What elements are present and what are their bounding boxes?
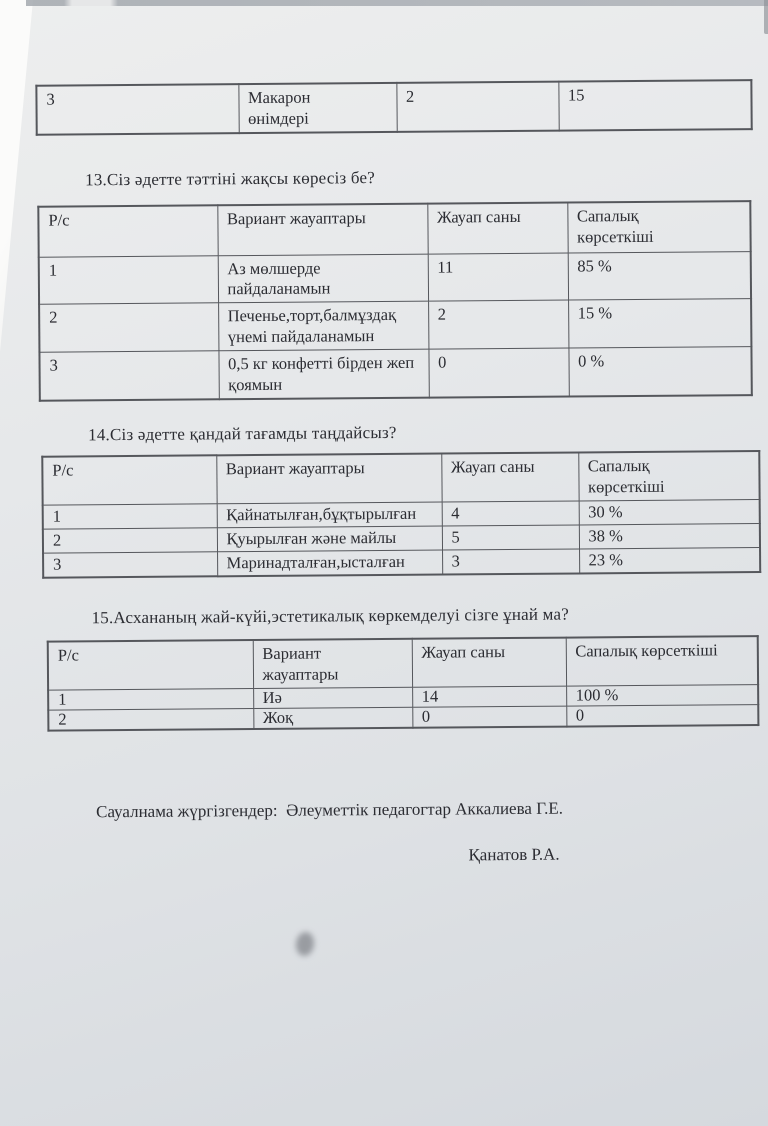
table-row bbox=[39, 347, 751, 401]
table-cell: Қайнатылған,бұқтырылған bbox=[217, 502, 442, 528]
column-header: Вариант жауаптары bbox=[253, 639, 412, 689]
table-cell: 0 % bbox=[568, 347, 751, 397]
column-header: Р/с bbox=[48, 640, 253, 690]
column-header: Жауап саны bbox=[427, 203, 567, 254]
table-cell: 2 bbox=[48, 708, 253, 730]
table-cell: 2 bbox=[39, 303, 218, 352]
table-cell: 11 bbox=[428, 253, 568, 302]
table-cell: 2 bbox=[428, 300, 568, 349]
table-row bbox=[36, 80, 751, 135]
table-cell: 1 bbox=[48, 688, 253, 710]
column-header: Р/с bbox=[42, 455, 216, 505]
surveyors-line: Сауалнама жүргізгендер: Әлеуметтік педагогтар Аккалиева Г.Е. bbox=[95, 798, 564, 822]
table-row bbox=[48, 704, 758, 730]
column-header: Вариант жауаптары bbox=[216, 454, 441, 504]
table-cell: 23 % bbox=[579, 547, 760, 573]
table-cell: Жоқ bbox=[253, 707, 412, 728]
table-cell: 15 % bbox=[568, 299, 751, 348]
table-cell: Макарон өнімдері bbox=[238, 83, 396, 133]
table-cell: 85 % bbox=[568, 251, 751, 300]
table-cell: 15 bbox=[558, 80, 751, 130]
table-row bbox=[39, 251, 751, 304]
table-cell: 1 bbox=[43, 504, 217, 529]
table-cell: 2 bbox=[43, 528, 217, 553]
table-cell: 14 bbox=[412, 686, 566, 707]
question-15-title: 15.Асхананың жай-күйі,эстетикалық көркемделуі сізге ұнай ма? bbox=[91, 604, 570, 628]
question-13-table bbox=[37, 200, 753, 402]
table-cell: 0 bbox=[412, 706, 566, 727]
table-cell: 38 % bbox=[579, 523, 760, 548]
table-cell: 3 bbox=[442, 549, 579, 575]
table-cell: 5 bbox=[442, 525, 579, 550]
table-cell: 3 bbox=[36, 84, 238, 134]
column-header: Сапалық көрсеткіші bbox=[566, 636, 758, 686]
column-header: Жауап саны bbox=[441, 452, 578, 501]
table-cell: Қуырылған және майлы bbox=[217, 526, 442, 552]
table-cell: 0 bbox=[566, 704, 758, 726]
question-14-title: 14.Сіз әдетте қандай тағамды таңдайсыз? bbox=[88, 422, 397, 445]
table-cell: Иә bbox=[253, 687, 412, 708]
table-cell: 100 % bbox=[566, 684, 758, 706]
question-14-table-wrap bbox=[41, 450, 759, 578]
surveyor-second-name: Қанатов Р.А. bbox=[468, 844, 560, 865]
table-row bbox=[39, 299, 751, 352]
table-cell: 2 bbox=[396, 82, 558, 132]
table-cell: 30 % bbox=[579, 499, 760, 524]
question-13-title: 13.Сіз әдетте тәттіні жақсы көресіз бе? bbox=[85, 168, 376, 190]
question-15-table-wrap bbox=[47, 635, 758, 731]
partial-results-table bbox=[35, 79, 752, 136]
question-15-table bbox=[47, 635, 760, 731]
table-cell: 3 bbox=[43, 552, 217, 578]
question-14-table bbox=[41, 450, 761, 579]
question-13-table-wrap bbox=[37, 200, 751, 402]
table-cell: 1 bbox=[39, 255, 218, 304]
table-cell: 3 bbox=[39, 351, 218, 401]
table-cell: 0,5 кг конфетті бірден жеп қоямын bbox=[218, 349, 428, 399]
table-row bbox=[43, 547, 760, 577]
column-header: Сапалық көрсеткіші bbox=[567, 201, 750, 252]
table-cell: Маринадталған,ысталған bbox=[217, 550, 442, 576]
table-cell: Печенье,торт,балмұздақ үнемі пайдаланамын bbox=[218, 302, 428, 352]
column-header: Р/с bbox=[38, 205, 217, 256]
column-header: Вариант жауаптары bbox=[217, 204, 427, 256]
column-header: Сапалық көрсеткіші bbox=[578, 451, 759, 501]
partial-table-wrap bbox=[35, 79, 750, 136]
table-cell: Аз мөлшерде пайдаланамын bbox=[218, 254, 428, 304]
column-header: Жауап саны bbox=[412, 638, 566, 688]
table-cell: 4 bbox=[442, 501, 579, 526]
table-cell: 0 bbox=[428, 348, 568, 398]
